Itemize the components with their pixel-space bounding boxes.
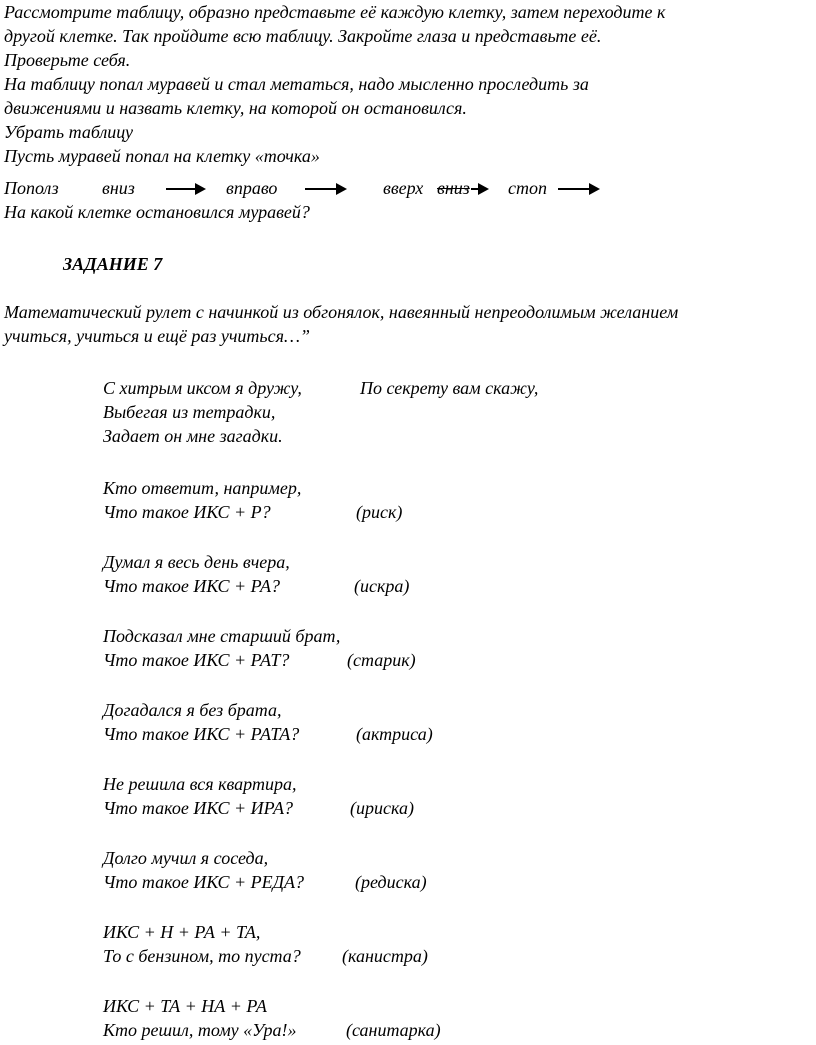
poem-line: Выбегая из тетрадки, <box>103 402 276 422</box>
poem-line: Что такое ИКС + Р? <box>103 502 271 522</box>
move-word-4: вверх <box>383 178 424 198</box>
intro-line-3: Проверьте себя. <box>4 50 131 70</box>
intro-line-2: другой клетке. Так пройдите всю таблицу. Закройте глаза и представьте её. <box>4 26 602 46</box>
arrow-right-icon <box>471 182 489 196</box>
poem-answer: (искра) <box>354 576 410 596</box>
poem-line: Не решила вся квартира, <box>103 774 297 794</box>
poem-line: Подсказал мне старший брат, <box>103 626 341 646</box>
intro-line-5: движениями и назвать клетку, на которой он остановился. <box>4 98 467 118</box>
poem-line: Что такое ИКС + РЕДА? <box>103 872 305 892</box>
poem-line: По секрету вам скажу, <box>360 378 539 398</box>
intro-line-1: Рассмотрите таблицу, образно представьте её каждую клетку, затем переходите к <box>4 2 666 22</box>
poem-answer: (старик) <box>347 650 416 670</box>
move-word-2: вниз <box>102 178 135 198</box>
move-word-6: стоп <box>508 178 547 198</box>
poem-line: Кто решил, тому «Ура!» <box>103 1020 297 1040</box>
subtitle-line-2: учиться, учиться и ещё раз учиться…” <box>4 326 310 346</box>
poem-line: Что такое ИКС + РА? <box>103 576 281 596</box>
move-word-3: вправо <box>226 178 278 198</box>
intro-line-6: Убрать таблицу <box>4 122 134 142</box>
question: На какой клетке остановился муравей? <box>4 202 310 222</box>
subtitle-line-1: Математический рулет с начинкой из обгонялок, навеянный непреодолимым желанием <box>4 302 679 322</box>
poem-line: Что такое ИКС + РАТА? <box>103 724 300 744</box>
poem-answer: (актриса) <box>356 724 433 744</box>
poem-line: Долго мучил я соседа, <box>103 848 269 868</box>
poem-line: Думал я весь день вчера, <box>103 552 290 572</box>
arrow-right-icon <box>305 182 347 196</box>
task-title: ЗАДАНИЕ 7 <box>63 254 163 274</box>
move-word-5-struck: вниз <box>437 178 470 198</box>
move-word-1: Пополз <box>4 178 59 198</box>
poem-line: Догадался я без брата, <box>103 700 282 720</box>
poem-answer: (канистра) <box>342 946 428 966</box>
arrow-right-icon <box>166 182 206 196</box>
poem-line: То с бензином, то пуста? <box>103 946 301 966</box>
arrow-right-icon <box>558 182 600 196</box>
poem-line: Задает он мне загадки. <box>103 426 283 446</box>
poem-line: ИКС + Н + РА + ТА, <box>103 922 261 942</box>
poem-line: ИКС + ТА + НА + РА <box>103 996 267 1016</box>
poem-line: Что такое ИКС + РАТ? <box>103 650 290 670</box>
poem-line: Кто ответит, например, <box>103 478 302 498</box>
poem-line: С хитрым иксом я дружу, <box>103 378 302 398</box>
intro-line-7: Пусть муравей попал на клетку «точка» <box>4 146 320 166</box>
poem-answer: (риск) <box>356 502 403 522</box>
poem-answer: (редиска) <box>355 872 427 892</box>
poem-answer: (ириска) <box>350 798 414 818</box>
intro-line-4: На таблицу попал муравей и стал метаться, надо мысленно проследить за <box>4 74 589 94</box>
poem-answer: (санитарка) <box>346 1020 441 1040</box>
poem-line: Что такое ИКС + ИРА? <box>103 798 294 818</box>
